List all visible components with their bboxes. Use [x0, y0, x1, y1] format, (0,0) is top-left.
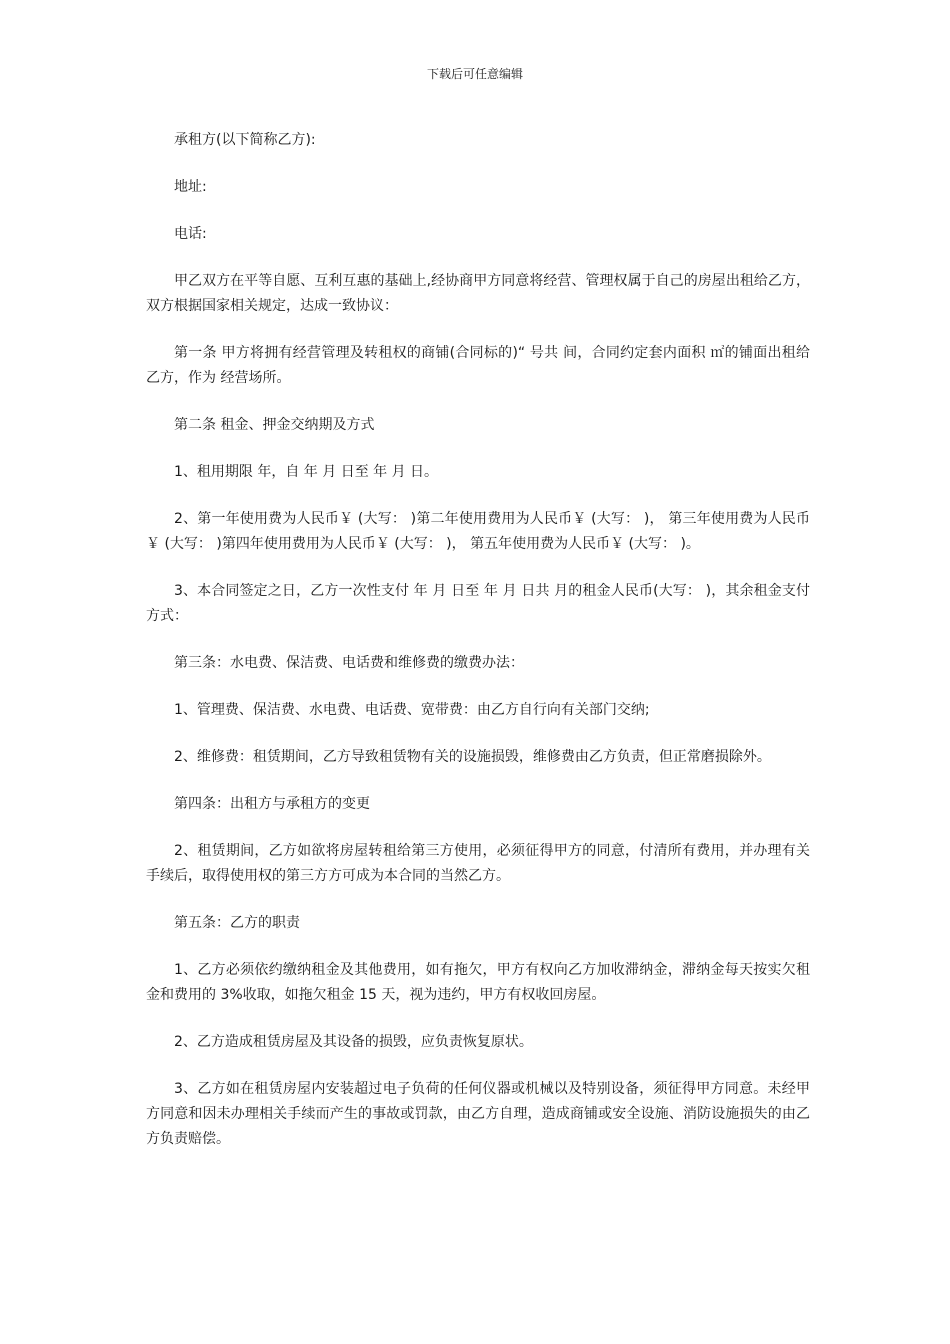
preamble-paragraph: 甲乙双方在平等自愿、互利互惠的基础上,经协商甲方同意将经营、管理权属于自己的房屋出租给乙方，双方根据国家相关规定，达成一致协议： — [146, 273, 810, 314]
article-5-item-3: 3、乙方如在租赁房屋内安装超过电子负荷的任何仪器或机械以及特别设备，须征得甲方同意。未经甲方同意和因未办理相关手续而产生的事故或罚款，由乙方自理，造成商铺或安全设施、消防设施损失的由乙方负责赔偿。 — [146, 1081, 810, 1147]
article-2-item-3: 3、本合同签定之日，乙方一次性支付 年 月 日至 年 月 日共 月的租金人民币(大写： )，其余租金支付方式： — [146, 583, 810, 624]
article-1-paragraph: 第一条 甲方将拥有经营管理及转租权的商铺(合同标的)“ 号共 间，合同约定套内面积 ㎡的铺面出租给乙方，作为 经营场所。 — [146, 345, 810, 386]
document-body — [146, 128, 810, 1174]
article-2-item-1: 1、租用期限 年，自 年 月 日至 年 月 日。 — [174, 464, 439, 480]
article-5-item-1: 1、乙方必须依约缴纳租金及其他费用，如有拖欠，甲方有权向乙方加收滞纳金，滞纳金每天按实欠租金和费用的 3%收取，如拖欠租金 15 天，视为违约，甲方有权收回房屋。 — [146, 962, 810, 1003]
article-3-heading: 第三条：水电费、保洁费、电话费和维修费的缴费办法： — [174, 655, 524, 671]
article-3-item-1: 1、管理费、保洁费、水电费、电话费、宽带费：由乙方自行向有关部门交纳; — [174, 702, 650, 718]
phone-label: 电话: — [174, 226, 207, 242]
address-label: 地址: — [174, 179, 207, 195]
article-2-item-2: 2、第一年使用费为人民币￥ (大写： )第二年使用费用为人民币￥ (大写： )， 第三年使用费为人民币￥ (大写： )第四年使用费用为人民币￥ (大写： )， 第五年使用费为人民币￥ (大写： )。 — [146, 511, 810, 552]
article-5-item-2: 2、乙方造成租赁房屋及其设备的损毁，应负责恢复原状。 — [174, 1034, 533, 1050]
lessee-label: 承租方(以下简称乙方): — [174, 132, 316, 148]
article-4-item-2: 2、租赁期间，乙方如欲将房屋转租给第三方使用，必须征得甲方的同意，付清所有费用，并办理有关手续后，取得使用权的第三方方可成为本合同的当然乙方。 — [146, 843, 810, 884]
article-5-heading: 第五条：乙方的职责 — [174, 915, 300, 931]
article-3-item-2: 2、维修费：租赁期间，乙方导致租赁物有关的设施损毁，维修费由乙方负责，但正常磨损除外。 — [174, 749, 771, 765]
article-4-heading: 第四条：出租方与承租方的变更 — [174, 796, 370, 812]
page-header: 下载后可任意编辑 — [426, 67, 523, 81]
article-2-heading: 第二条 租金、押金交纳期及方式 — [174, 417, 375, 433]
